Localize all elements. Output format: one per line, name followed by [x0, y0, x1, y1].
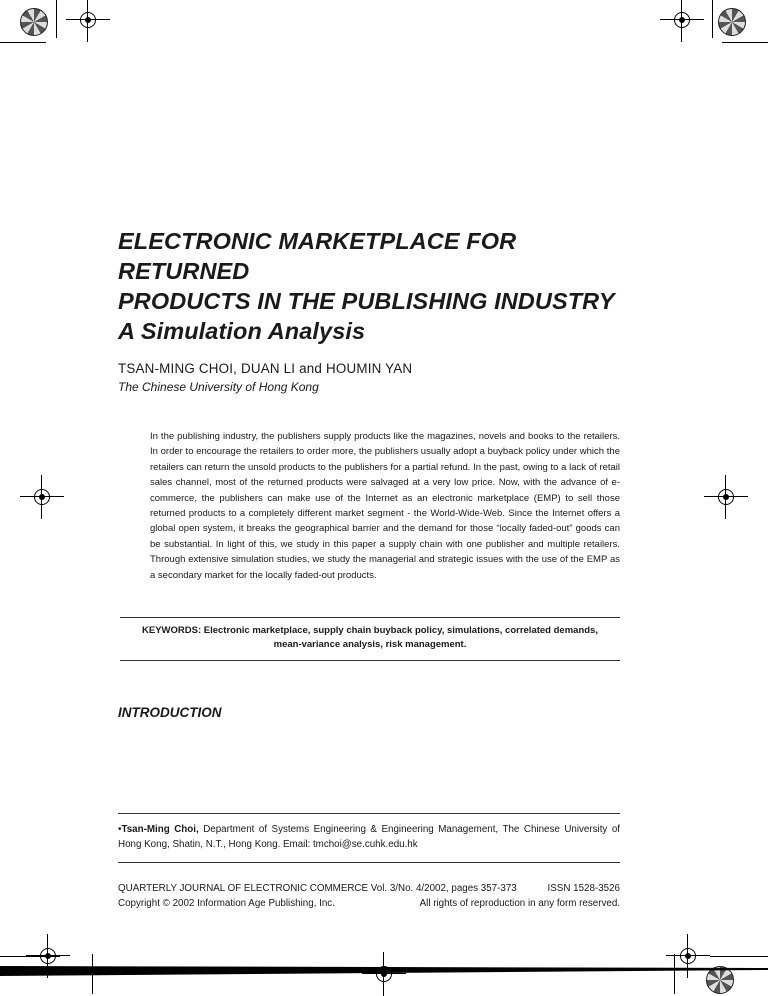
rights-statement: All rights of reproduction in any form reserved. [419, 897, 620, 909]
keywords-bottom-rule [120, 660, 620, 661]
journal-citation: QUARTERLY JOURNAL OF ELECTRONIC COMMERCE Vol. 3/No. 4/2002, pages 357-373 [118, 883, 517, 894]
author-footnote [118, 822, 620, 852]
bottom-edge-bar [0, 962, 768, 976]
registration-mark-icon [714, 485, 738, 509]
title-subtitle: A Simulation Analysis [118, 318, 366, 344]
footnote-marker: • [118, 824, 122, 835]
journal-issn: ISSN 1528-3526 [547, 883, 620, 894]
affiliation: The Chinese University of Hong Kong [118, 380, 319, 394]
author-list: TSAN-MING CHOI, DUAN LI and HOUMIN YAN [118, 361, 413, 376]
color-wheel-icon [20, 8, 48, 36]
journal-info [118, 882, 620, 911]
title-line-1: ELECTRONIC MARKETPLACE FOR RETURNED [118, 228, 517, 284]
footnote-text: Department of Systems Engineering & Engineering Management, The Chinese University of Hong Kong, Shatin, N.T., Hong Kong. Email: tmchoi@se.cuhk.edu.hk [118, 824, 620, 850]
registration-mark-icon [76, 8, 100, 32]
footnote-author-name: Tsan-Ming Choi, [121, 824, 199, 835]
keywords-top-rule [120, 617, 620, 618]
keywords-line-1: KEYWORDS: Electronic marketplace, supply chain buyback policy, simulations, correlated demands, [142, 625, 598, 636]
article-title [118, 226, 638, 346]
title-line-2: PRODUCTS IN THE PUBLISHING INDUSTRY [118, 288, 615, 314]
color-wheel-icon [718, 8, 746, 36]
section-heading-introduction: INTRODUCTION [118, 705, 222, 720]
footnote-bottom-rule [118, 862, 620, 863]
footnote-rule [118, 813, 620, 814]
copyright: Copyright © 2002 Information Age Publishing, Inc. [118, 897, 335, 909]
registration-mark-icon [670, 8, 694, 32]
keywords-line-2: mean-variance analysis, risk management. [273, 639, 467, 650]
keywords [120, 624, 620, 652]
registration-mark-icon [30, 485, 54, 509]
abstract: In the publishing industry, the publishers supply products like the magazines, novels and books to the retailers. In order to encourage the retailers to order more, the publishers usually adopt a buyback policy under which the retailers can return the unsold products to the publishers for a partial refund. In the past, owing to a lack of retail sales channel, most of the returned products were salvaged at a very low price. Now, with the advance of e-commerce, the publishers can make use of the Internet as an electronic marketplace (EMP) to sell those returned products to a completely different market segment - the World-Wide-Web. Since the Internet offers a global open system, it breaks the geographical barrier and the demand for those “locally faded-out” goods can be substantial. In light of this, we study in this paper a supply chain with one publisher and multiple retailers. Through extensive simulation studies, we study the managerial and strategic issues with the use of the EMP as a secondary market for the locally faded-out products. [150, 431, 620, 581]
